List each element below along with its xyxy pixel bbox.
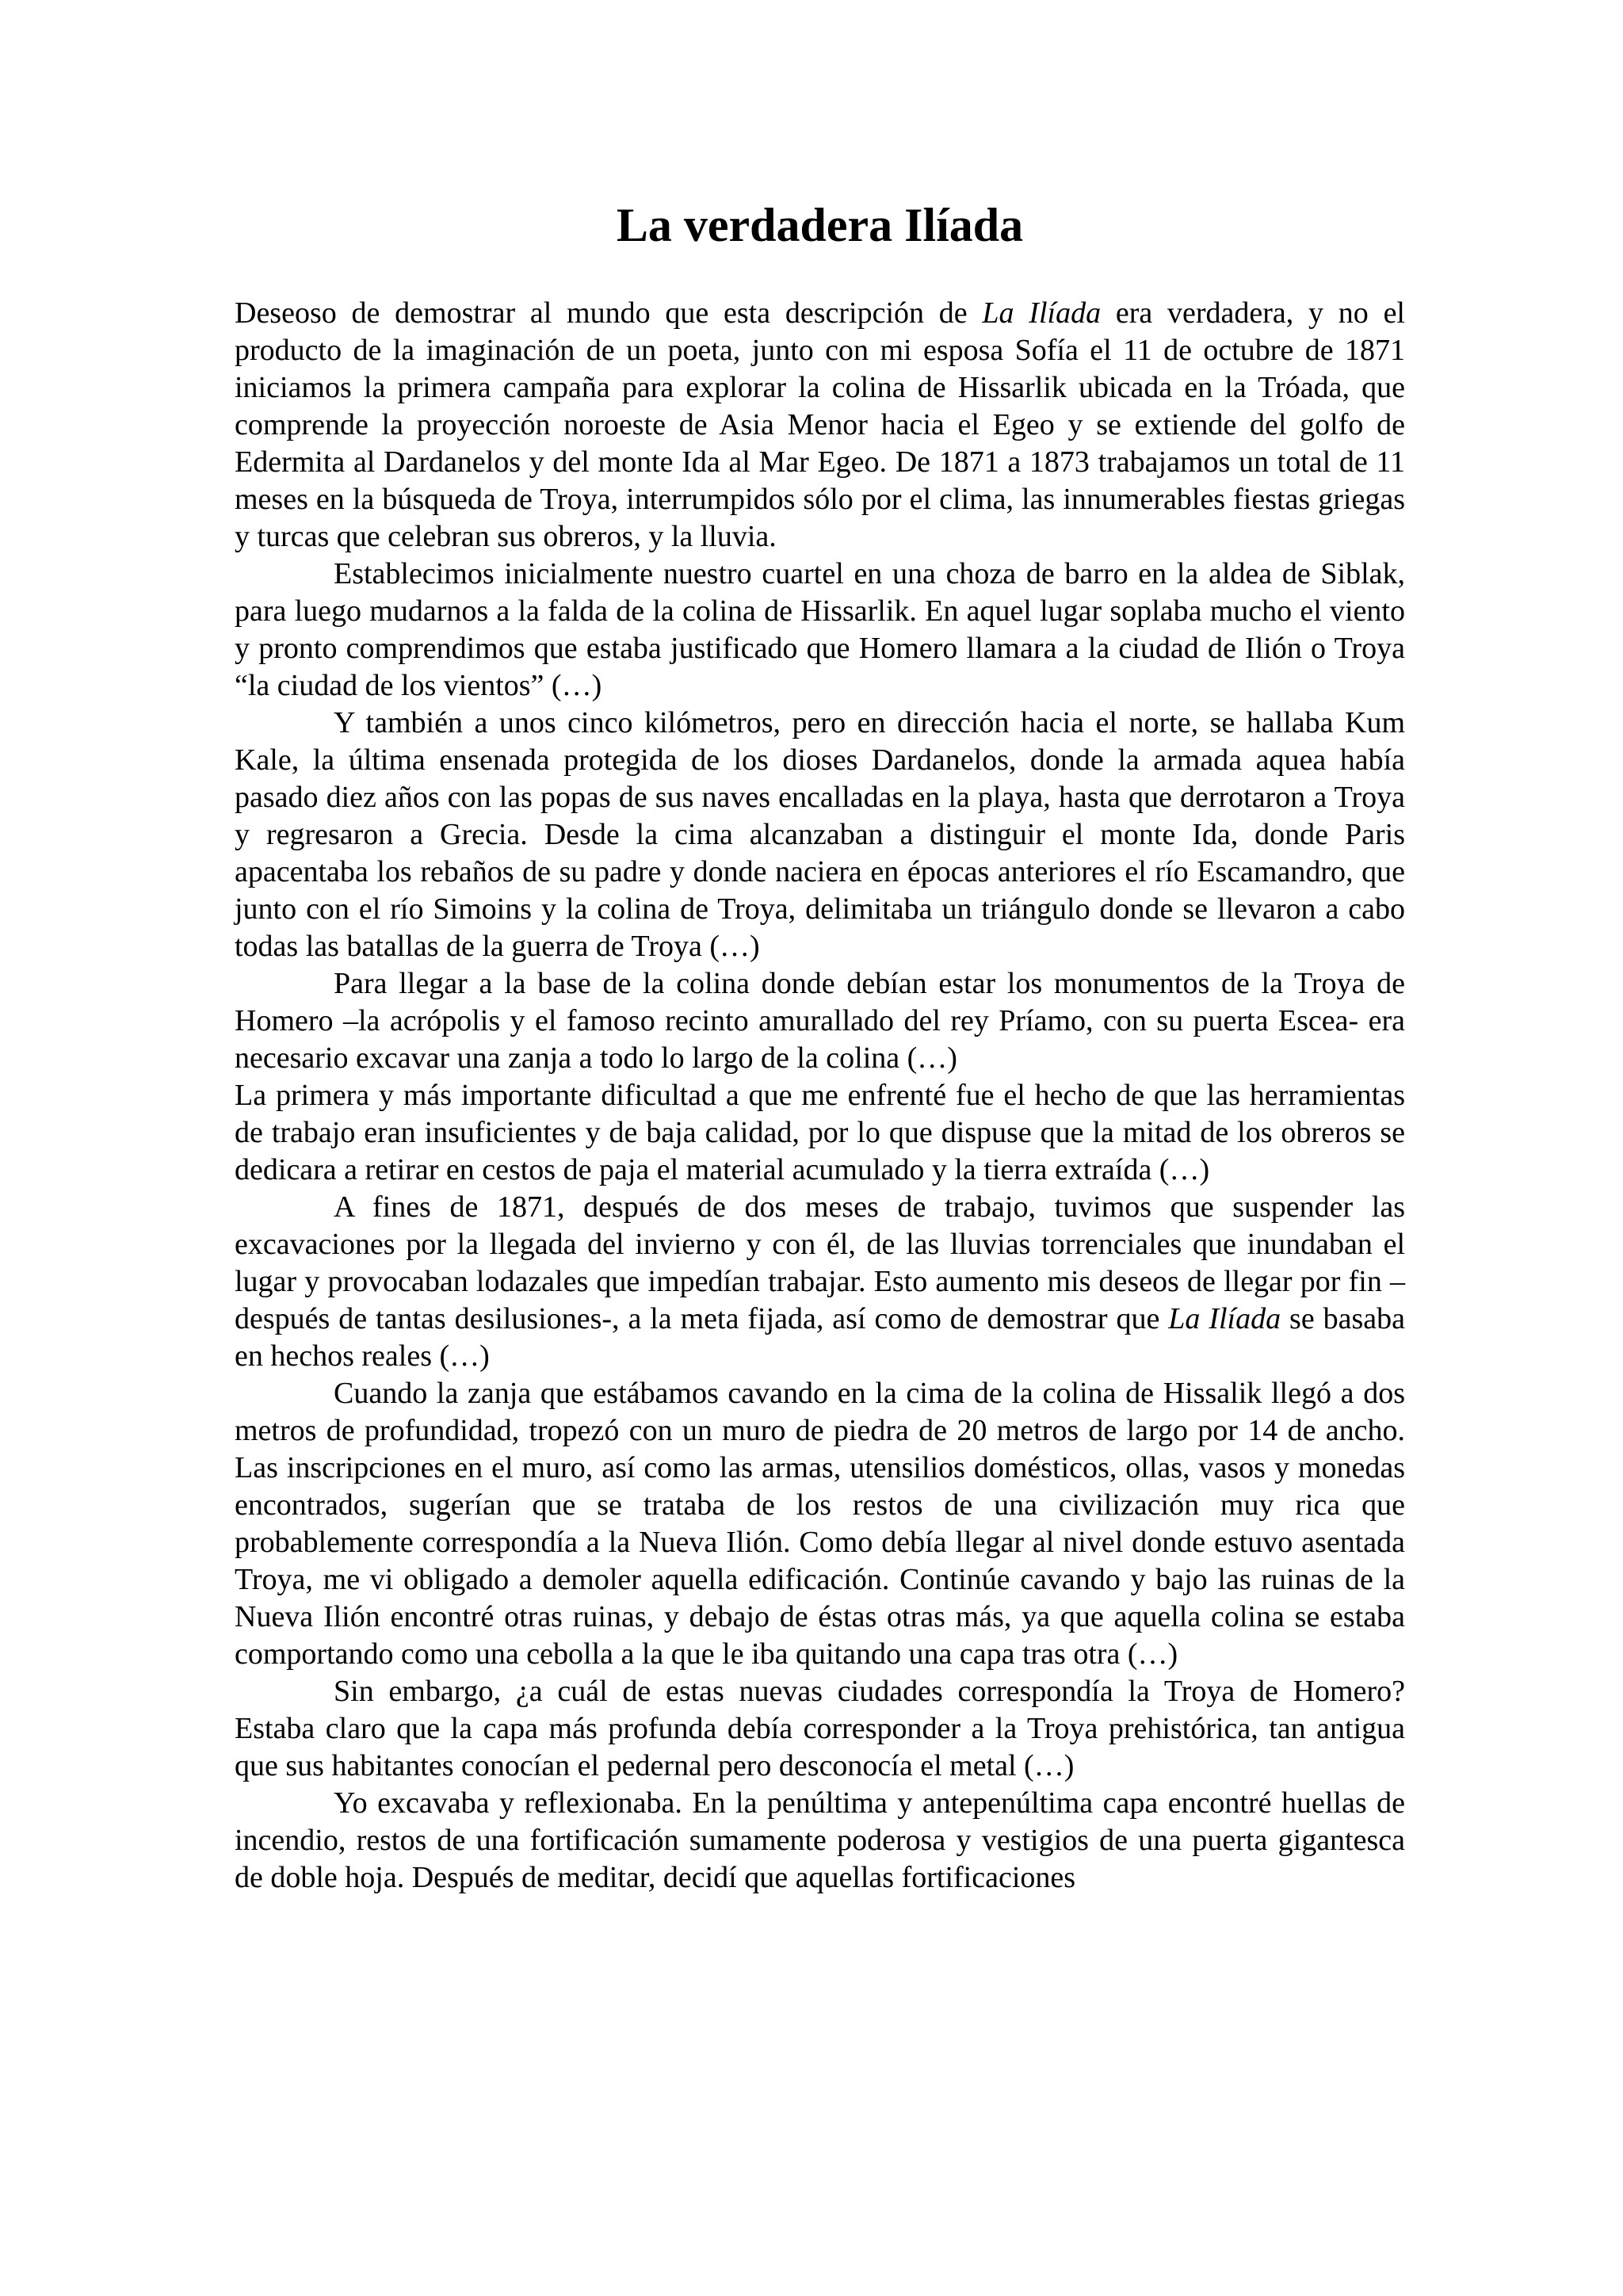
paragraph-text: Sin embargo, ¿a cuál de estas nuevas ciudades correspondía la Troya de Homero? Estaba claro que la capa más profunda debía corresponder a la Troya prehistórica, tan antigua que sus habitantes conocían el pedernal pero desconocía el metal (…): [235, 1675, 1405, 1782]
body-paragraph: [235, 705, 1405, 965]
document-title: La verdadera Ilíada: [616, 199, 1024, 251]
body-paragraph: [235, 1189, 1405, 1375]
paragraph-text: Deseoso de demostrar al mundo que esta descripción de: [235, 296, 983, 330]
paragraph-text: era verdadera, y no el producto de la imaginación de un poeta, junto con mi esposa Sofía el 11 de octubre de 1871 iniciamos la primera campaña para explorar la colina de Hissarlik ubicada en la Tróada, que comprende la proyección noroeste de Asia Menor hacia el Egeo y se extiende del golfo de Edermita al Dardanelos y del monte Ida al Mar Egeo. De 1871 a 1873 trabajamos un total de 11 meses en la búsqueda de Troya, interrumpidos sólo por el clima, las innumerables fiestas griegas y turcas que celebran sus obreros, y la lluvia.: [235, 296, 1405, 553]
paragraph-text: La primera y más importante dificultad a que me enfrenté fue el hecho de que las herramientas de trabajo eran insuficientes y de baja calidad, por lo que dispuse que la mitad de los obreros se dedicara a retirar en cestos de paja el material acumulado y la tierra extraída (…): [235, 1079, 1405, 1186]
body-paragraph: [235, 965, 1405, 1077]
body-paragraph: [235, 556, 1405, 705]
body-paragraph: [235, 295, 1405, 556]
body-paragraph: [235, 1375, 1405, 1673]
body-paragraph: [235, 1077, 1405, 1189]
paragraph-text: Para llegar a la base de la colina donde debían estar los monumentos de la Troya de Homero –la acrópolis y el famoso recinto amurallado del rey Príamo, con su puerta Escea- era necesario excavar una zanja a todo lo largo de la colina (…): [235, 967, 1405, 1075]
body-paragraph: [235, 1785, 1405, 1897]
italic-title-reference: La Ilíada: [1168, 1302, 1281, 1335]
italic-title-reference: La Ilíada: [982, 296, 1102, 330]
paragraph-text: se basaba en hechos reales (…): [235, 1302, 1406, 1373]
paragraph-text: Y también a unos cinco kilómetros, pero en dirección hacia el norte, se hallaba Kum Kale, la última ensenada protegida de los dioses Dardanelos, donde la armada aquea había pasado diez años con las popas de sus naves encalladas en la playa, hasta que derrotaron a Troya y regresaron a Grecia. Desde la cima alcanzaban a distinguir el monte Ida, donde Paris apacentaba los rebaños de su padre y donde naciera en épocas anteriores el río Escamandro, que junto con el río Simoins y la colina de Troya, delimitaba un triángulo donde se llevaron a cabo todas las batallas de la guerra de Troya (…): [235, 706, 1405, 963]
document-page: [235, 197, 1405, 1897]
body-paragraph: [235, 1673, 1405, 1785]
document-body: [235, 295, 1405, 1897]
paragraph-text: Cuando la zanja que estábamos cavando en la cima de la colina de Hissalik llegó a dos metros de profundidad, tropezó con un muro de piedra de 20 metros de largo por 14 de ancho. Las inscripciones en el muro, así como las armas, utensilios domésticos, ollas, vasos y monedas encontrados, sugerían que se trataba de los restos de una civilización muy rica que probablemente correspondía a la Nueva Ilión. Como debía llegar al nivel donde estuvo asentada Troya, me vi obligado a demoler aquella edificación. Continúe cavando y bajo las ruinas de la Nueva Ilión encontré otras ruinas, y debajo de éstas otras más, ya que aquella colina se estaba comportando como una cebolla a la que le iba quitando una capa tras otra (…): [235, 1377, 1405, 1671]
paragraph-text: Establecimos inicialmente nuestro cuartel en una choza de barro en la aldea de Siblak, para luego mudarnos a la falda de la colina de Hissarlik. En aquel lugar soplaba mucho el viento y pronto comprendimos que estaba justificado que Homero llamara a la ciudad de Ilión o Troya “la ciudad de los vientos” (…): [235, 557, 1405, 702]
paragraph-text: Yo excavaba y reflexionaba. En la penúltima y antepenúltima capa encontré huellas de incendio, restos de una fortificación sumamente poderosa y vestigios de una puerta gigantesca de doble hoja. Después de meditar, decidí que aquellas fortificaciones: [235, 1786, 1405, 1894]
paragraph-text: A fines de 1871, después de dos meses de trabajo, tuvimos que suspender las excavaciones por la llegada del invierno y con él, de las lluvias torrenciales que inundaban el lugar y provocaban lodazales que impedían trabajar. Esto aumento mis deseos de llegar por fin –después de tantas desilusiones-, a la meta fijada, así como de demostrar que: [235, 1190, 1405, 1335]
